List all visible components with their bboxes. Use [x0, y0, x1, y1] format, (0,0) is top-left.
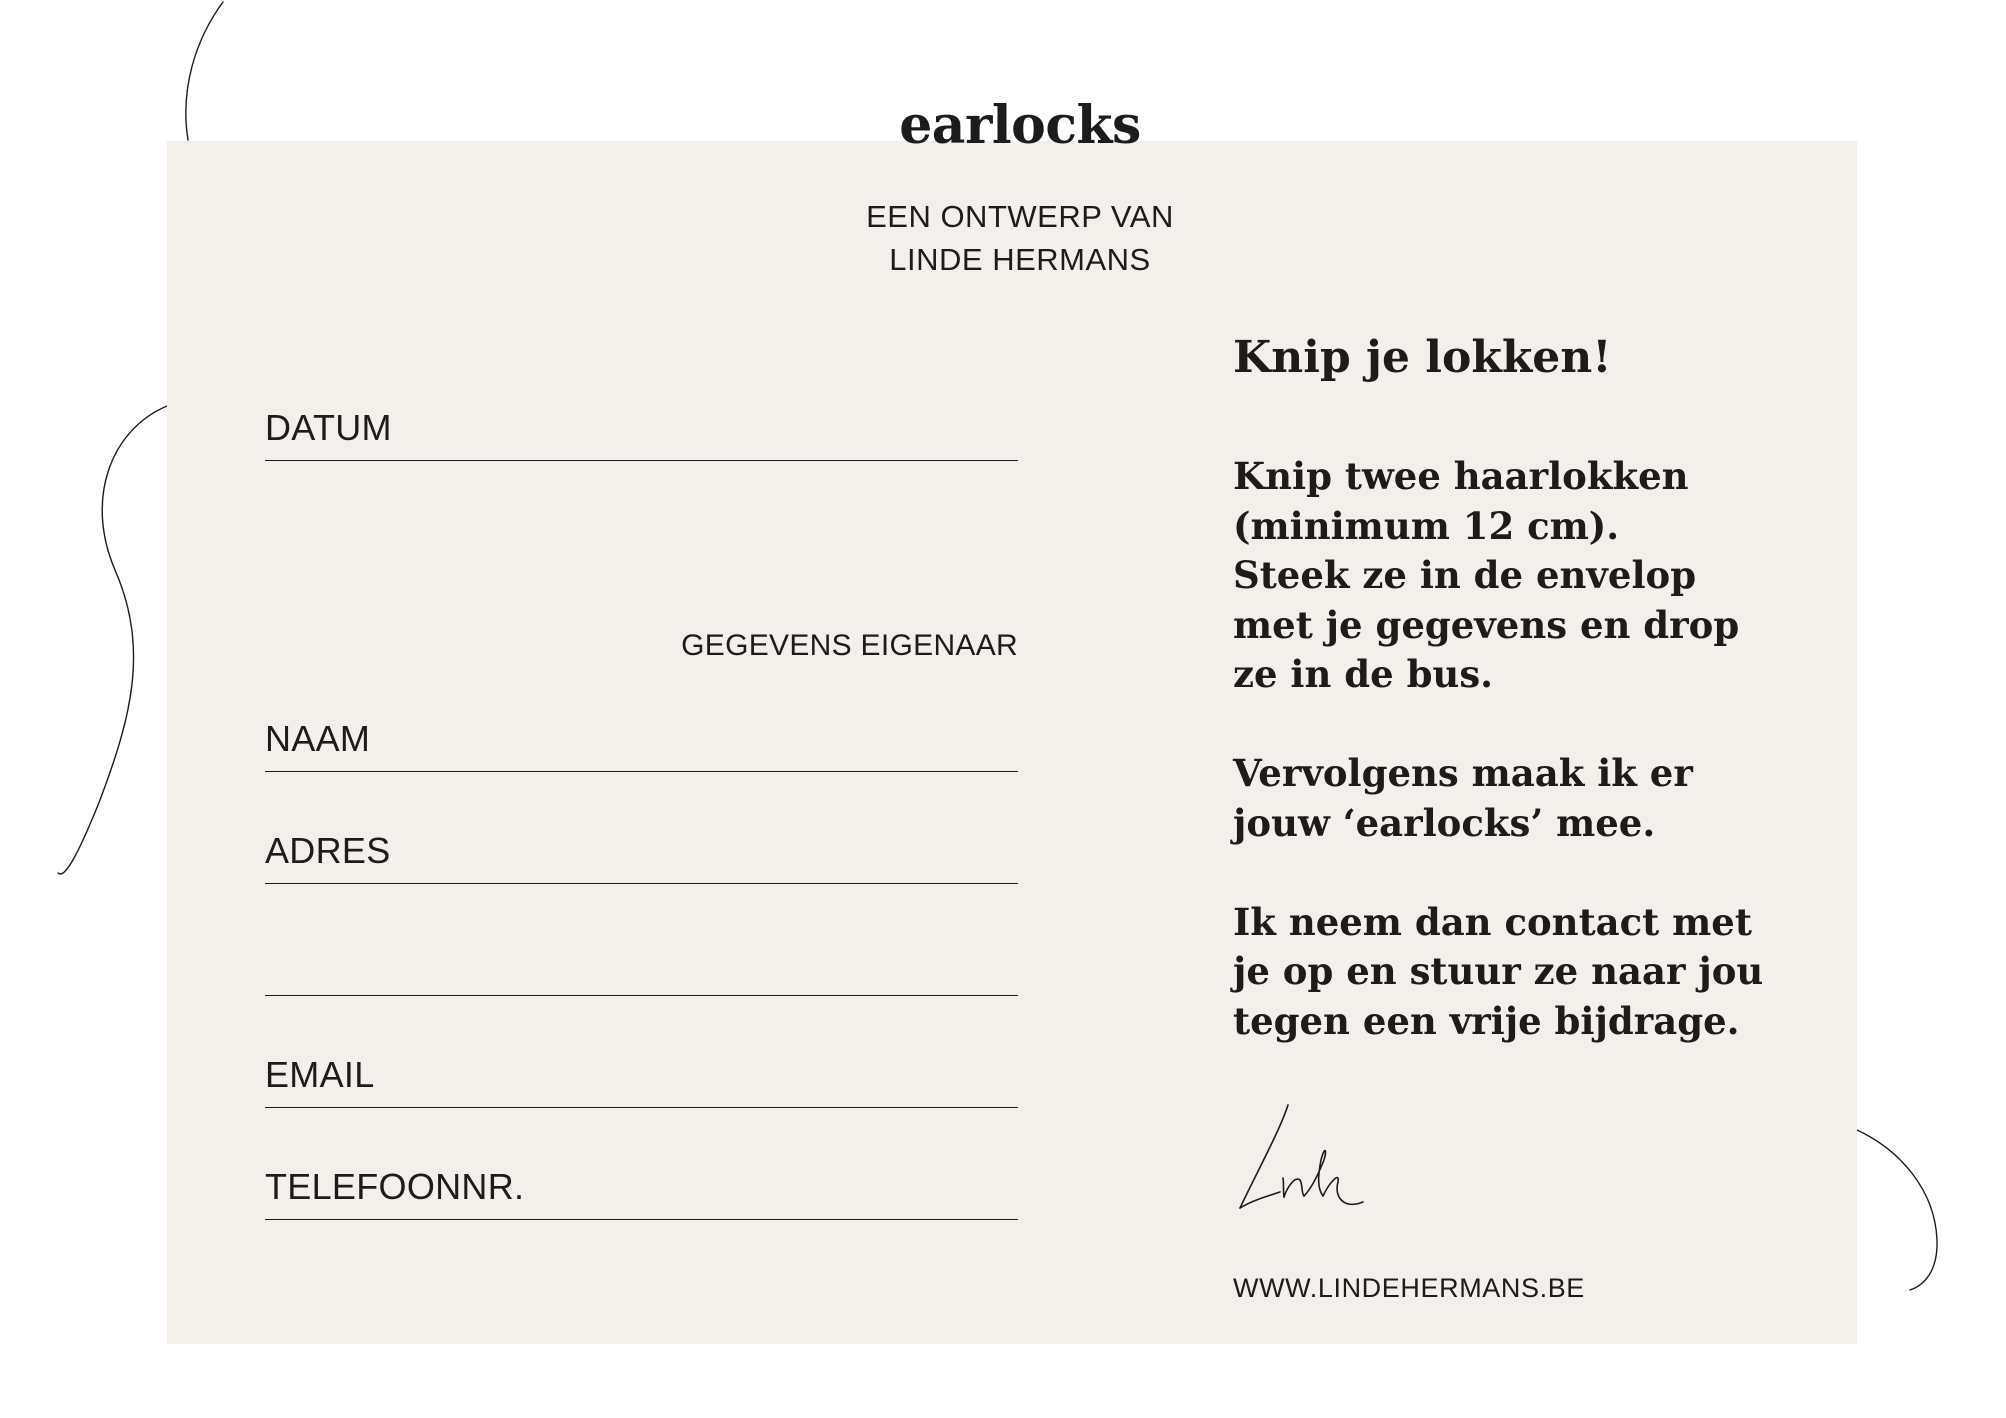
text-line: (minimum 12 cm). — [1233, 503, 1620, 548]
text-line: met je gegevens en drop — [1233, 602, 1740, 647]
signature-linde — [1228, 1100, 1398, 1215]
text-line: jouw ‘earlocks’ mee. — [1233, 800, 1656, 845]
text-line: ze in de bus. — [1233, 652, 1494, 696]
address-label: ADRES — [265, 830, 391, 871]
instructions-paragraph-3 — [1233, 898, 1793, 1047]
brand-byline — [780, 195, 1260, 281]
instructions-heading: Knip je lokken! — [1233, 332, 1612, 383]
instructions-paragraph-2 — [1233, 749, 1793, 848]
hair-strand-left — [58, 406, 167, 874]
email-field[interactable] — [265, 1006, 1018, 1108]
address-line-2-field[interactable] — [265, 894, 1018, 996]
hair-strand-right — [1857, 1130, 1937, 1290]
date-label: DATUM — [265, 407, 392, 448]
name-field[interactable] — [265, 670, 1018, 772]
instructions-paragraph-1 — [1233, 452, 1793, 700]
text-line: Ik neem dan contact met — [1233, 899, 1752, 944]
owner-details-label: GEGEVENS EIGENAAR — [681, 629, 1018, 662]
hair-strand-top — [186, 2, 223, 140]
website-url: WWW.LINDEHERMANS.BE — [1233, 1273, 1585, 1303]
text-line: Knip twee haarlokken — [1233, 454, 1689, 498]
phone-field[interactable] — [265, 1118, 1018, 1220]
name-label: NAAM — [265, 718, 371, 759]
byline-line-1: EEN ONTWERP VAN — [866, 199, 1174, 234]
text-line: tegen een vrije bijdrage. — [1233, 998, 1740, 1043]
phone-label: TELEFOONNR. — [265, 1166, 525, 1207]
instructions-body — [1233, 452, 1793, 1096]
date-field[interactable] — [265, 360, 1018, 461]
text-line: je op en stuur ze naar jou — [1233, 949, 1764, 993]
byline-line-2: LINDE HERMANS — [889, 242, 1151, 277]
text-line: Steek ze in de envelop — [1233, 553, 1697, 597]
text-line: Vervolgens maak ik er — [1233, 751, 1693, 795]
brand-title: earlocks — [899, 95, 1141, 156]
address-field[interactable] — [265, 782, 1018, 884]
email-label: EMAIL — [265, 1054, 375, 1095]
